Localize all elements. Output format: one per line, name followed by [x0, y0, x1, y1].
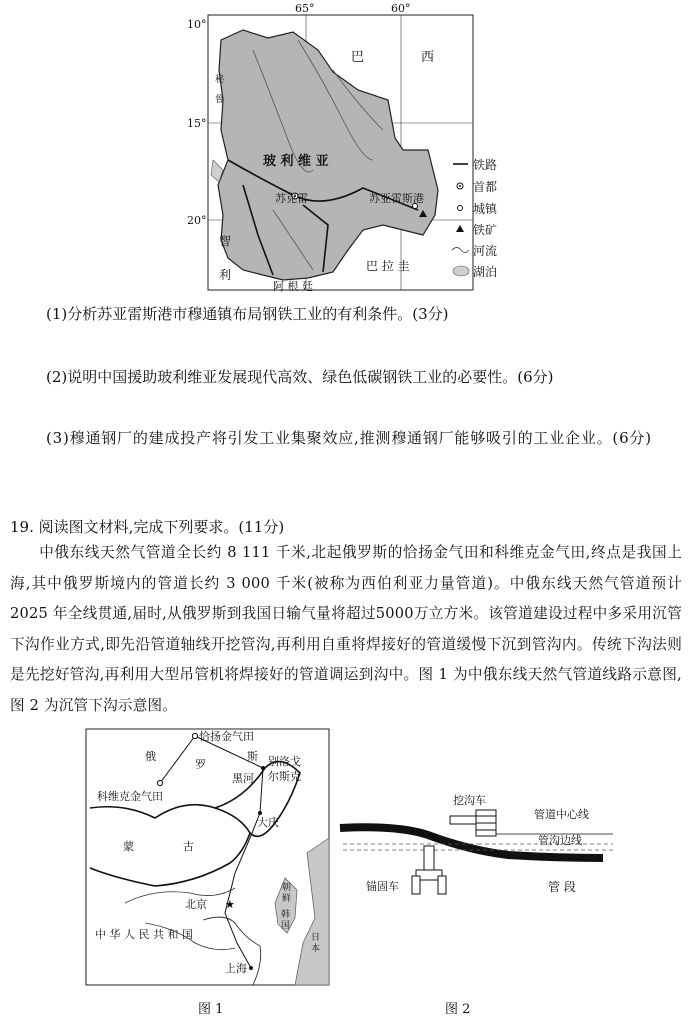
- question-19-paragraph: 中俄东线天然气管道全长约 8 111 千米,北起俄罗斯的恰扬金气田和科维克金气田,终点是我国上海,其中俄罗斯境内的管道长约 3 000 千米(被称为西伯利亚力量管道)。中俄东线天然气管道预计 2025 年全线贯通,届时,从俄罗斯到我国日输气量将超过5000万立方米。该管道建设过程中多采用沉管下沟作业方式,即先沿管道轴线开挖管沟,再利用自重将焊接好的管道缓慢下沉到管沟内。传统下沟法则是先挖好管沟,再利用大型吊管机将焊接好的管道调运到沟中。图 1 为中俄东线天然气管道线路示意图,图 2 为沉管下沟示意图。: [10, 544, 682, 714]
- label-peru: 秘鲁: [215, 75, 225, 105]
- label-russia-2: 罗: [195, 758, 206, 771]
- figure-2: [338, 790, 688, 920]
- legend-iron-mine: 铁矿: [473, 223, 498, 237]
- label-mongolia-1: 蒙: [123, 840, 134, 853]
- label-beijing: 北京: [185, 898, 207, 911]
- label-chayanda: 恰扬金气田: [199, 730, 254, 743]
- figure-1-caption: 图 1: [198, 1002, 224, 1017]
- label-brazil-2: 西: [421, 50, 435, 65]
- label-trench-edge: 管沟边线: [538, 834, 582, 847]
- lat-label-20: 20°: [187, 214, 207, 227]
- lat-label-10: 10°: [187, 18, 207, 31]
- question-19-heading: 19. 阅读图文材料,完成下列要求。(11分): [10, 518, 285, 536]
- label-chile-1: 智: [219, 234, 232, 248]
- legend-capital: 首都: [473, 180, 498, 194]
- svg-text:★: ★: [225, 898, 235, 911]
- label-sucre: 苏克雷: [275, 192, 308, 205]
- label-japan: 日本: [311, 933, 321, 954]
- label-rok: 韩国: [281, 910, 291, 931]
- label-china: 中 华 人 民 共 和 国: [95, 928, 193, 941]
- legend-town: 城镇: [473, 202, 498, 216]
- label-bolivia: 玻 利 维 亚: [263, 154, 329, 169]
- label-blagoveshchensk-2: 尔斯克: [268, 770, 301, 783]
- figure-1: [85, 728, 330, 986]
- legend-river: 河流: [473, 244, 498, 258]
- lon-label-65: 65°: [295, 2, 315, 15]
- label-shanghai: 上海: [225, 962, 247, 975]
- label-anchor-vehicle: 锚固车: [366, 880, 399, 893]
- label-paraguay: 巴 拉 圭: [366, 259, 410, 273]
- label-dprk: 朝鲜: [282, 883, 292, 904]
- question-18-2: (2)说明中国援助玻利维亚发展现代高效、绿色低碳钢铁工业的必要性。(6分): [46, 368, 554, 386]
- label-argentina: 阿 根 廷: [273, 280, 313, 293]
- label-trencher: 挖沟车: [453, 794, 486, 807]
- label-kovykta: 科维克金气田: [97, 790, 163, 803]
- label-russia-1: 俄: [145, 750, 156, 763]
- figure-2-svg: [338, 790, 688, 920]
- lon-label-60: 60°: [391, 2, 411, 15]
- label-chile-2: 利: [219, 268, 232, 282]
- label-daqing: 大庆: [257, 816, 279, 829]
- figure-2-caption: 图 2: [445, 1002, 471, 1017]
- label-pipe-section: 管 段: [548, 880, 576, 894]
- question-18-1: (1)分析苏亚雷斯港市穆通镇布局钢铁工业的有利条件。(3分): [46, 305, 449, 323]
- lat-label-15: 15°: [187, 117, 207, 130]
- label-blagoveshchensk-1: 别洛戈: [268, 755, 301, 768]
- label-heihe: 黑河: [232, 772, 254, 785]
- bolivia-map: [183, 2, 503, 295]
- legend-railway: 铁路: [473, 158, 498, 172]
- question-18-3: (3)穆通钢厂的建成投产将引发工业集聚效应,推测穆通钢厂能够吸引的工业企业。(6分): [46, 429, 652, 447]
- label-brazil-1: 巴: [351, 50, 365, 65]
- label-russia-3: 斯: [247, 750, 258, 763]
- label-mongolia-2: 古: [183, 840, 194, 853]
- legend-lake: 湖泊: [473, 265, 498, 279]
- label-puerto-suarez: 苏亚雷斯港: [369, 192, 424, 205]
- bolivia-map-svg: [183, 10, 503, 295]
- label-centerline: 管道中心线: [534, 808, 589, 821]
